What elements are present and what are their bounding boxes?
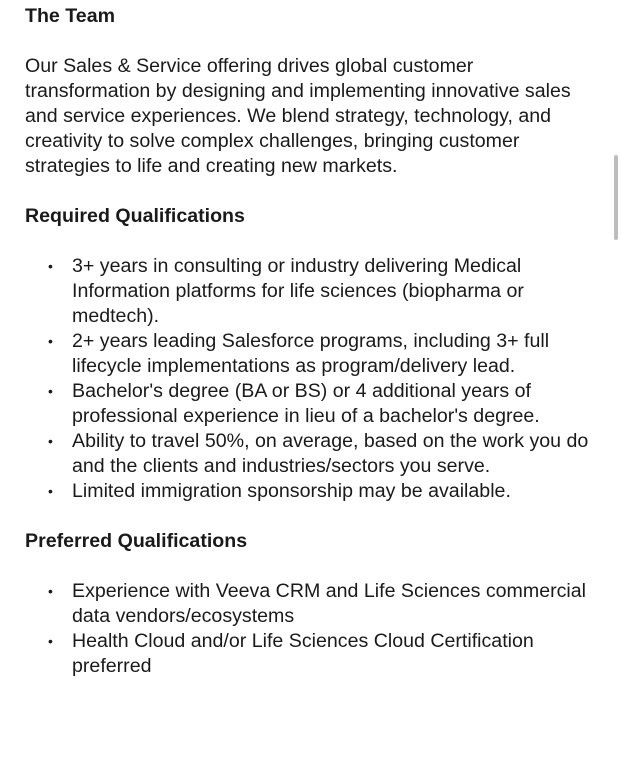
list-item <box>25 254 603 329</box>
list-item-text: Health Cloud and/or Life Sciences Cloud Certification preferred <box>72 630 534 677</box>
bullet-icon: • <box>48 433 53 449</box>
vertical-scrollbar[interactable] <box>614 155 618 240</box>
list-item <box>25 579 603 629</box>
bullet-icon: • <box>48 258 53 274</box>
list-item-text: Bachelor's degree (BA or BS) or 4 additional years of professional experience in lieu of a bachelor's degree. <box>72 380 540 427</box>
bullet-icon: • <box>48 383 53 399</box>
list-item <box>25 629 603 679</box>
bullet-icon: • <box>48 333 53 349</box>
list-item-text: Experience with Veeva CRM and Life Sciences commercial data vendors/ecosystems <box>72 580 587 627</box>
list-item-text: 3+ years in consulting or industry delivering Medical Information platforms for life sciences (biopharma or medtech). <box>72 255 524 327</box>
required-qualifications-list <box>25 254 603 504</box>
list-item <box>25 329 603 379</box>
bullet-icon: • <box>48 633 53 649</box>
bullet-icon: • <box>48 583 53 599</box>
job-description-content <box>25 4 603 704</box>
team-heading: The Team <box>25 5 116 27</box>
list-item <box>25 379 603 429</box>
preferred-qualifications-heading: Preferred Qualifications <box>25 530 248 552</box>
list-item <box>25 429 603 479</box>
list-item-text: Limited immigration sponsorship may be available. <box>72 480 511 502</box>
list-item-text: Ability to travel 50%, on average, based on the work you do and the clients and industries/sectors you serve. <box>72 430 589 477</box>
bullet-icon: • <box>48 483 53 499</box>
list-item <box>25 479 603 504</box>
preferred-qualifications-list <box>25 579 603 679</box>
team-description: Our Sales & Service offering drives global customer transformation by designing and implementing innovative sales and service experiences. We blend strategy, technology, and creativity to solve complex challenges, bringing customer strategies to life and creating new markets. <box>25 55 571 177</box>
required-qualifications-heading: Required Qualifications <box>25 205 245 227</box>
list-item-text: 2+ years leading Salesforce programs, including 3+ full lifecycle implementations as program/delivery lead. <box>72 330 550 377</box>
